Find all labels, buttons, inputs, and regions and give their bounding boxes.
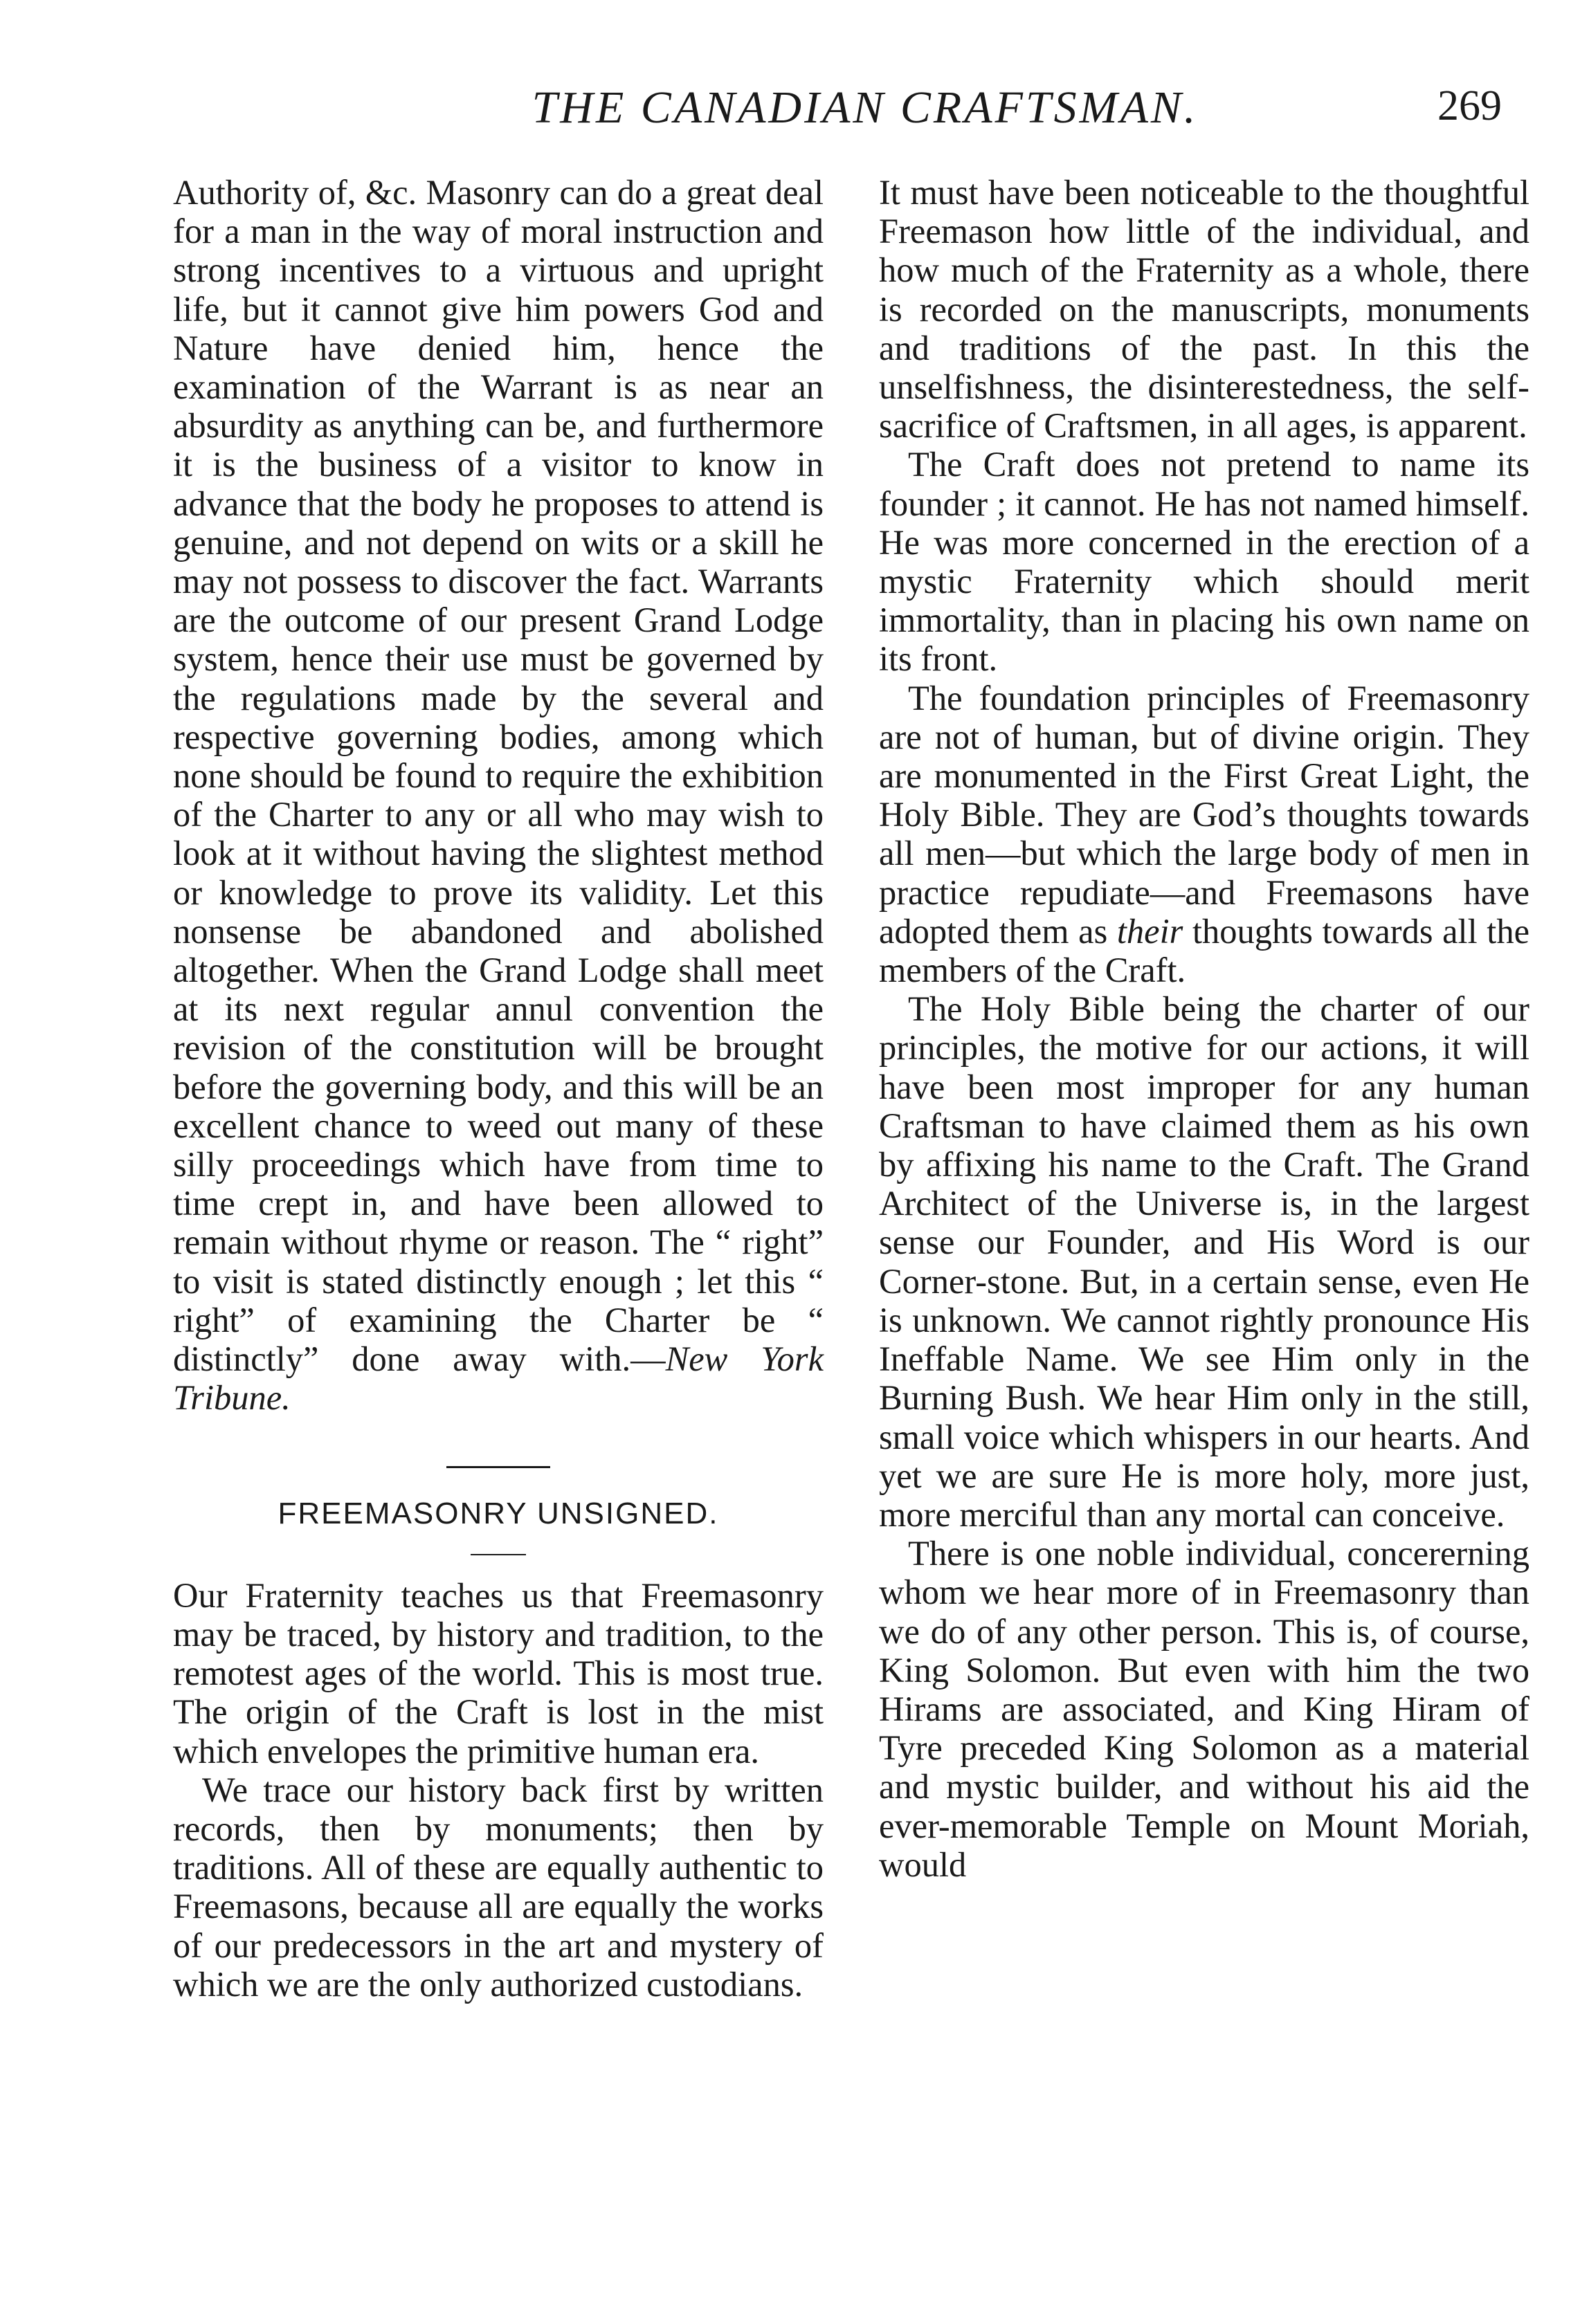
heading-underline bbox=[471, 1554, 526, 1555]
left-column bbox=[173, 173, 824, 2004]
body-paragraph: The Craft does not pretend to name its founder ; it cannot. He has not named himself. He was more concerned in the erection of a mystic Fraternity which should merit immortality, than in placing his own name on its front. bbox=[879, 445, 1529, 679]
source-citation: New York Tribune. bbox=[173, 1339, 824, 1418]
section-divider bbox=[446, 1466, 550, 1468]
paragraph-text: Authority of, &c. Masonry can do a great deal for a man in the way of moral instruction and strong incentives to a virtuous and upright life, but it cannot give him powers God and Nature have denied him, hence the examination of the Warrant is as near an absurdity as anything can be, and furthermore it is the business of a visitor to know in advance that the body he proposes to attend is genuine, and not depend on wits or a skill he may not possess to discover the fact. Warrants are the outcome of our present Grand Lodge system, hence their use must be governed by the regulations made by the several and respective governing bodies, among which none should be found to require the exhibition of the Charter to any or all who may wish to look at it without having the slightest method or knowledge to prove its validity. Let this nonsense be abandoned and abolished altogether. When the Grand Lodge shall meet at its next regular annul convention the revision of the constitution will be brought before the governing body, and this will be an excellent chance to weed out many of these silly proceedings which have from time to time crept in, and have been allowed to remain without rhyme or reason. The “ right” to visit is stated distinctly enough ; let this “ right” of examining the Charter be “ distinctly” done away with.— bbox=[173, 173, 824, 1379]
paragraph-text: The foundation principles of Freemasonry are not of human, but of divine origin. They are monumented in the First Great Light, the Holy Bible. They are God’s thoughts towards all men—but which the large body of men in practice repudiate—and Freemasons have adopted them as bbox=[879, 678, 1529, 951]
body-paragraph: The Holy Bible being the charter of our principles, the motive for our actions, it will have been most improper for any human Craftsman to have claimed them as his own by affixing his name to the Craft. The Grand Architect of the Universe is, in the largest sense our Founder, and His Word is our Corner-stone. But, in a certain sense, even He is unknown. We cannot rightly pronounce His Ineffable Name. We see Him only in the Burning Bush. We hear Him only in the still, small voice which whispers in our hearts. And yet we are sure He is more holy, more just, more merciful than any mortal can conceive. bbox=[879, 989, 1529, 1534]
body-paragraph: It must have been noticeable to the thoughtful Freemason how little of the individual, and how much of the Fraternity as a whole, there is recorded on the manuscripts, monuments and traditions of the past. In this the unselfishness, the disinterestedness, the self-sacrifice of Craftsmen, in all ages, is apparent. bbox=[879, 173, 1529, 446]
running-title: THE CANADIAN CRAFTSMAN. bbox=[532, 82, 1199, 133]
body-paragraph: Our Fraternity teaches us that Freemasonry may be traced, by history and tradition, to the remotest ages of the world. This is most true. The origin of the Craft is lost in the mist which envelopes the primitive human era. bbox=[173, 1575, 824, 1771]
right-column bbox=[879, 173, 1529, 1884]
page-header bbox=[0, 82, 1571, 144]
body-paragraph: There is one noble individual, concererning whom we hear more of in Freemasonry than we do of any other person. This is, of course, King Solomon. But even with him the two Hirams are associated, and King Hiram of Tyre preceded King Solomon as a material and mystic builder, and without his aid the ever-memorable Temple on Mount Moriah, would bbox=[879, 1534, 1529, 1884]
paragraph-text: thoughts towards all the members of the Craft. bbox=[879, 911, 1529, 990]
body-paragraph: We trace our history back first by written records, then by monuments; then by traditions. All of these are equally authentic to Freemasons, because all are equally the works of our predecessors in the art and mystery of which we are the only authorized custodians. bbox=[173, 1770, 824, 2004]
section-heading: FREEMASONRY UNSIGNED. bbox=[278, 1496, 719, 1530]
page-number: 269 bbox=[1437, 82, 1502, 129]
body-paragraph bbox=[879, 679, 1529, 990]
emphasized-word: their bbox=[1116, 911, 1183, 951]
article-continuation-paragraph bbox=[173, 173, 824, 1418]
